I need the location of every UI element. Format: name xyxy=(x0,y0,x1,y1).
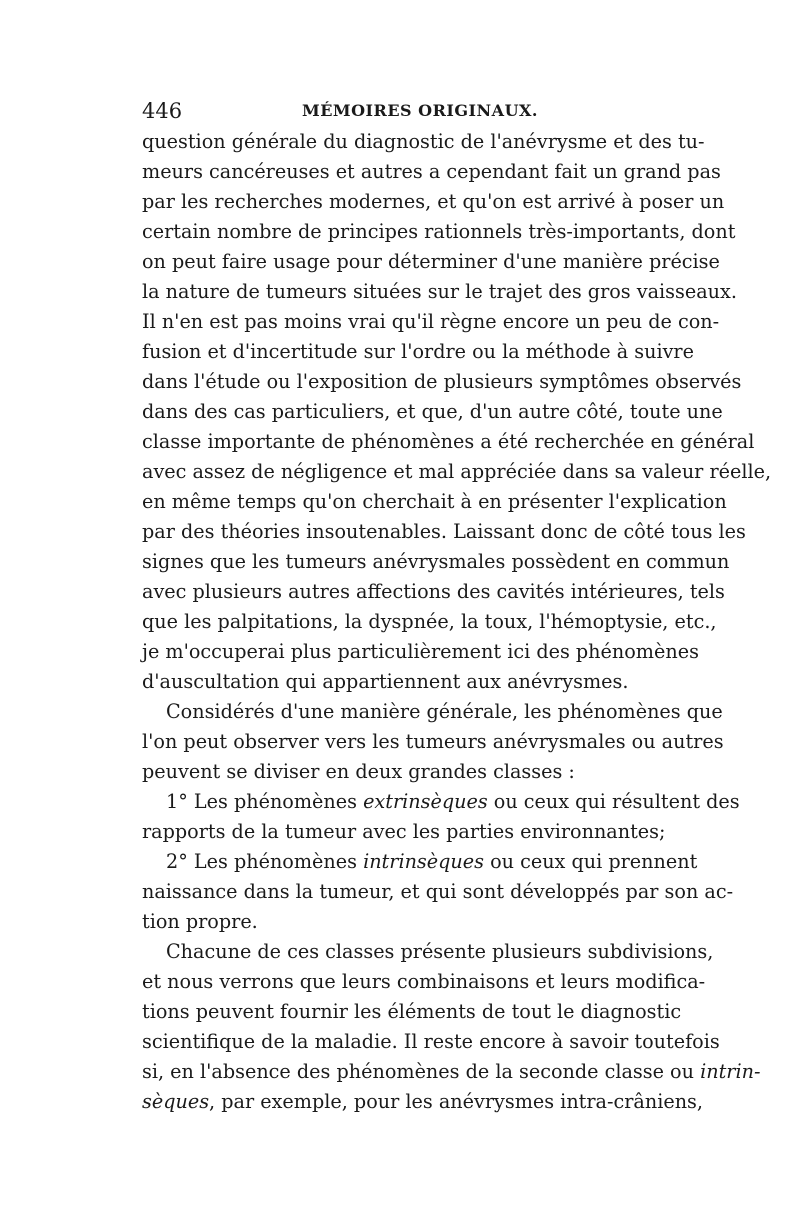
text-line: signes que les tumeurs anévrysmales possèdent en commun xyxy=(142,550,730,573)
text-line: meurs cancéreuses et autres a cependant fait un grand pas xyxy=(142,160,721,183)
text-line: tion propre. xyxy=(142,910,258,933)
text-line: Il n'en est pas moins vrai qu'il règne encore un peu de con- xyxy=(142,310,720,333)
text-line: naissance dans la tumeur, et qui sont développés par son ac- xyxy=(142,880,734,903)
italic-term: sèques xyxy=(142,1090,210,1113)
italic-term: intrinsèques xyxy=(363,850,484,873)
text-line: que les palpitations, la dyspnée, la toux, l'hémoptysie, etc., xyxy=(142,610,717,633)
text-line: en même temps qu'on cherchait à en présenter l'explication xyxy=(142,490,727,513)
text-line: scientifique de la maladie. Il reste encore à savoir toutefois xyxy=(142,1030,720,1053)
text-line: Considérés d'une manière générale, les phénomènes que xyxy=(166,700,723,723)
text-line: tions peuvent fournir les éléments de tout le diagnostic xyxy=(142,1000,682,1023)
text-line: par des théories insoutenables. Laissant donc de côté tous les xyxy=(142,520,746,543)
text-line: d'auscultation qui appartiennent aux anévrysmes. xyxy=(142,670,629,693)
italic-term: intrin- xyxy=(700,1060,761,1083)
text-span: ou ceux qui prennent xyxy=(483,850,698,873)
text-line xyxy=(142,787,740,817)
running-head-title: MÉMOIRES ORIGINAUX. xyxy=(302,101,538,120)
text-line: la nature de tumeurs situées sur le trajet des gros vaisseaux. xyxy=(142,280,737,303)
italic-term: extrinsèques xyxy=(363,790,488,813)
text-line: et nous verrons que leurs combinaisons et leurs modifica- xyxy=(142,970,706,993)
running-head xyxy=(142,96,664,126)
text-line: Chacune de ces classes présente plusieurs subdivisions, xyxy=(166,940,714,963)
text-span: 1° Les phénomènes xyxy=(166,790,364,813)
text-span: ou ceux qui résultent des xyxy=(487,790,740,813)
text-line: par les recherches modernes, et qu'on est arrivé à poser un xyxy=(142,190,725,213)
text-line: dans des cas particuliers, et que, d'un autre côté, toute une xyxy=(142,400,723,423)
text-line: question générale du diagnostic de l'anévrysme et des tu- xyxy=(142,130,705,153)
text-line: l'on peut observer vers les tumeurs anévrysmales ou autres xyxy=(142,730,724,753)
text-line: rapports de la tumeur avec les parties environnantes; xyxy=(142,820,666,843)
text-line: peuvent se diviser en deux grandes classes : xyxy=(142,760,575,783)
text-span: 2° Les phénomènes xyxy=(166,850,364,873)
text-line: on peut faire usage pour déterminer d'une manière précise xyxy=(142,250,720,273)
text-line xyxy=(142,1087,703,1117)
text-line: certain nombre de principes rationnels très-importants, dont xyxy=(142,220,736,243)
text-line xyxy=(142,1057,761,1087)
text-line: classe importante de phénomènes a été recherchée en général xyxy=(142,430,755,453)
text-line: dans l'étude ou l'exposition de plusieurs symptômes observés xyxy=(142,370,742,393)
text-line: avec plusieurs autres affections des cavités intérieures, tels xyxy=(142,580,725,603)
text-line: je m'occuperai plus particulièrement ici des phénomènes xyxy=(142,640,699,663)
text-line: avec assez de négligence et mal appréciée dans sa valeur réelle, xyxy=(142,460,772,483)
text-span: si, en l'absence des phénomènes de la seconde classe ou xyxy=(142,1060,701,1083)
text-line: fusion et d'incertitude sur l'ordre ou la méthode à suivre xyxy=(142,340,694,363)
page-number: 446 xyxy=(142,99,183,123)
text-line xyxy=(142,847,698,877)
text-span: , par exemple, pour les anévrysmes intra-crâniens, xyxy=(209,1090,703,1113)
body-text xyxy=(142,127,772,1117)
